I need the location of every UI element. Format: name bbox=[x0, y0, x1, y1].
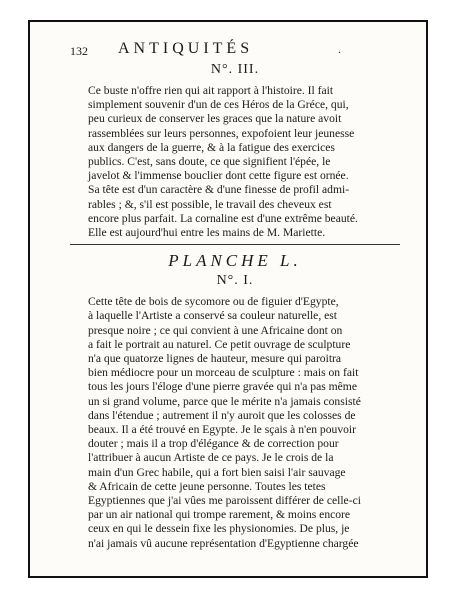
text-line: a fait le portrait au naturel. Ce petit ouvrage de sculpture bbox=[88, 337, 351, 351]
text-line: encore plus parfait. La cornaline est d'une extrême beauté. bbox=[88, 211, 358, 225]
text-line: dans l'étendue ; autrement il n'y auroit que les colosses de bbox=[88, 408, 356, 422]
text-line: Cette tête de bois de sycomore ou de figuier d'Egypte, bbox=[88, 295, 339, 309]
text-line: ceux en qui le dessein fixe les physionomies. De plus, je bbox=[88, 522, 350, 536]
plate-number-heading: N°. I. bbox=[216, 273, 254, 289]
text-line: presque noire ; ce qui convient à une Africaine dont on bbox=[88, 323, 343, 337]
text-line: un si grand volume, parce que le mérite n'a jamais consisté bbox=[88, 394, 361, 408]
text-line: aux dangers de la guerre, & à la fatigue des exercices bbox=[88, 140, 335, 154]
text-line: javelot & l'immense bouclier dont cette figure est ornée. bbox=[88, 169, 349, 183]
section-divider bbox=[70, 244, 400, 245]
text-line: Ce buste n'offre rien qui ait rapport à l'histoire. Il fait bbox=[88, 84, 334, 97]
printer-mark: . bbox=[338, 42, 341, 56]
page-number: 132 bbox=[70, 44, 88, 58]
text-line: Sa tête est d'un caractère & d'une finesse de profil admi- bbox=[88, 183, 350, 197]
text-line: tous les jours l'éloge d'une pierre gravée qui n'a pas même bbox=[88, 380, 357, 394]
text-line: & Africain de cette jeune personne. Toutes les tetes bbox=[88, 479, 326, 493]
text-line: douter ; mais il a trop d'élégance & de correction pour bbox=[88, 437, 339, 451]
text-line: beaux. Il a été trouvé en Egypte. Je le sçais à n'en pouvoir bbox=[88, 423, 357, 437]
book-page bbox=[70, 40, 400, 551]
text-line: rables ; &, s'il est possible, le travail des cheveux est bbox=[88, 197, 332, 211]
text-line: Elle est aujourd'hui entre les mains de M. Mariette. bbox=[88, 226, 326, 240]
text-line: rassemblées sur leurs personnes, expofoient leur jeunesse bbox=[88, 126, 355, 140]
paragraph-section2 bbox=[70, 295, 400, 551]
paragraph-section1 bbox=[70, 84, 400, 240]
text-line: n'a que quatorze lignes de hauteur, mesure qui paroitra bbox=[88, 352, 342, 366]
text-line: peu curieux de conserver les graces que la nature avoit bbox=[88, 112, 342, 126]
text-line: simplement souvenir d'un de ces Héros de la Gréce, qui, bbox=[88, 98, 349, 112]
section-heading-no3: N°. III. bbox=[210, 62, 260, 77]
plate-title: PLANCHE L. bbox=[168, 251, 302, 271]
text-line: à laquelle l'Artiste a conservé sa couleur naturelle, est bbox=[88, 309, 337, 323]
text-line: bien médiocre pour un morceau de sculpture : mais on fait bbox=[88, 366, 359, 380]
running-title: ANTIQUITÉS bbox=[118, 40, 254, 57]
text-line: par un air national qui trompe rarement, & moins encore bbox=[88, 508, 351, 522]
text-line: publics. C'est, sans doute, ce que signifient l'épée, le bbox=[88, 155, 331, 169]
text-line: main d'un Grec habile, qui a fort bien saisi l'air sauvage bbox=[88, 465, 346, 479]
running-head bbox=[70, 40, 400, 62]
text-line: l'attribuer à aucun Artiste de ce pays. Je le crois de la bbox=[88, 451, 334, 465]
text-line: Egyptiennes que j'ai vûes me paroissent différer de celle-ci bbox=[88, 494, 361, 508]
text-line: n'ai jamais vû aucune représentation d'Egyptienne chargée bbox=[88, 536, 359, 550]
